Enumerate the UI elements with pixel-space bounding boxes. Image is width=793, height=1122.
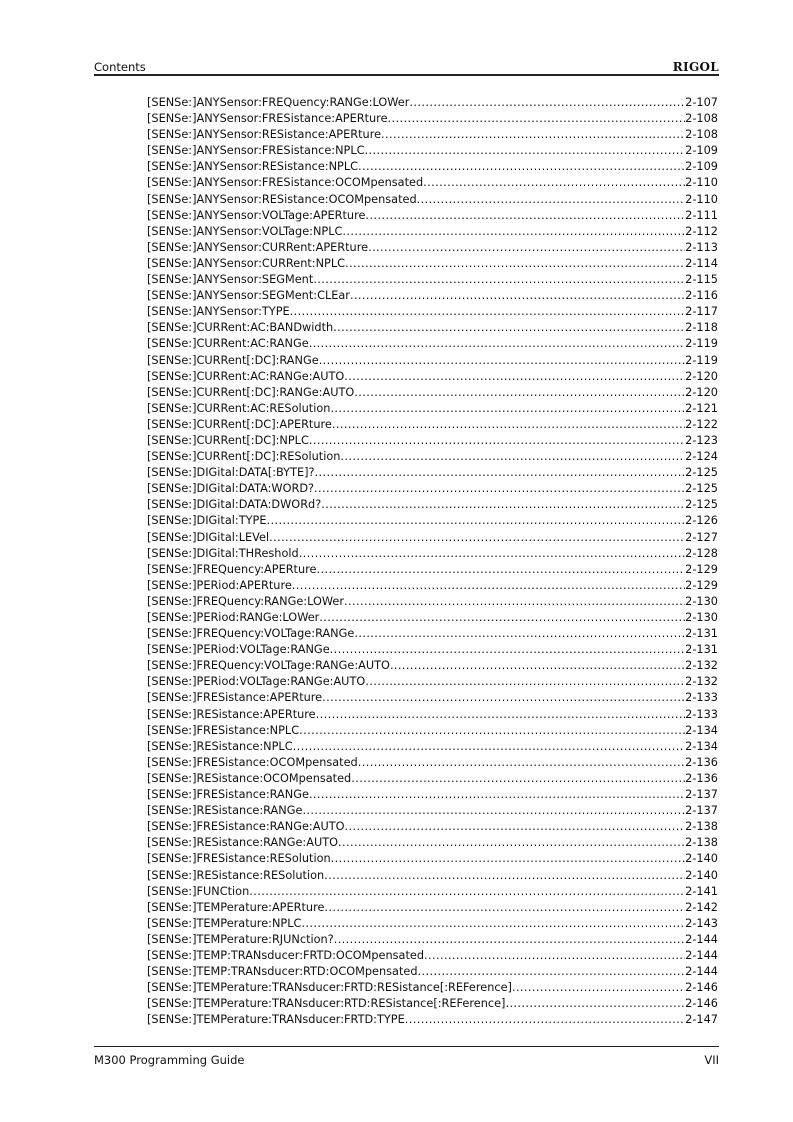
toc-entry-title: [SENSe:]PERiod:VOLTage:RANGe	[147, 643, 330, 657]
toc-dot-leader	[512, 980, 685, 996]
toc-entry-title: [SENSe:]PERiod:APERture	[147, 578, 292, 592]
toc-dot-leader	[368, 240, 685, 256]
toc-dot-leader	[333, 320, 685, 336]
toc-entry[interactable]	[147, 932, 718, 948]
toc-entry[interactable]	[147, 513, 718, 529]
toc-entry-page: 2-120	[685, 385, 718, 399]
toc-entry[interactable]	[147, 658, 718, 674]
toc-entry-page: 2-121	[685, 401, 718, 415]
toc-entry-title: [SENSe:]RESistance:RANGe	[147, 804, 303, 818]
toc-dot-leader	[301, 916, 685, 932]
toc-entry-title: [SENSe:]RESistance:OCOMpensated	[147, 771, 352, 785]
toc-entry-page: 2-133	[685, 691, 718, 705]
toc-entry[interactable]	[147, 690, 718, 706]
toc-entry[interactable]	[147, 1012, 718, 1028]
toc-entry-title: [SENSe:]TEMPerature:TRANsducer:FRTD:RESistance[:REFerence]	[147, 981, 512, 995]
toc-dot-leader	[309, 336, 685, 352]
toc-dot-leader	[409, 95, 685, 111]
toc-entry[interactable]	[147, 755, 718, 771]
toc-dot-leader	[315, 465, 686, 481]
toc-entry[interactable]	[147, 143, 718, 159]
toc-entry-page: 2-119	[685, 337, 718, 351]
toc-entry[interactable]	[147, 353, 718, 369]
toc-entry[interactable]	[147, 964, 718, 980]
toc-entry-title: [SENSe:]ANYSensor:SEGMent:CLEar	[147, 289, 350, 303]
toc-entry-page: 2-132	[685, 659, 718, 673]
toc-dot-leader	[338, 835, 685, 851]
toc-entry[interactable]	[147, 433, 718, 449]
toc-entry-title: [SENSe:]TEMP:TRANsducer:RTD:OCOMpensated	[147, 965, 418, 979]
toc-dot-leader	[309, 433, 685, 449]
toc-entry-page: 2-136	[685, 771, 718, 785]
toc-entry-title: [SENSe:]CURRent[:DC]:RANGe	[147, 353, 319, 367]
toc-dot-leader	[317, 562, 686, 578]
toc-entry-title: [SENSe:]FRESistance:RANGe	[147, 788, 309, 802]
toc-entry-page: 2-110	[685, 192, 718, 206]
toc-dot-leader	[405, 1012, 685, 1028]
toc-entry-page: 2-125	[685, 498, 718, 512]
toc-entry-page: 2-125	[685, 482, 718, 496]
toc-dot-leader	[350, 288, 685, 304]
toc-entry-title: [SENSe:]CURRent[:DC]:APERture	[147, 417, 332, 431]
toc-entry[interactable]	[147, 159, 718, 175]
toc-entry[interactable]	[147, 272, 718, 288]
toc-entry-title: [SENSe:]ANYSensor:VOLTage:NPLC	[147, 224, 343, 238]
toc-entry-page: 2-140	[685, 868, 718, 882]
toc-entry-title: [SENSe:]RESistance:APERture	[147, 707, 316, 721]
toc-entry-page: 2-108	[685, 112, 718, 126]
toc-entry-title: [SENSe:]FRESistance:NPLC	[147, 723, 300, 737]
toc-dot-leader	[505, 996, 685, 1012]
toc-dot-leader	[344, 594, 685, 610]
toc-entry[interactable]	[147, 948, 718, 964]
toc-dot-leader	[342, 224, 685, 240]
toc-dot-leader	[319, 353, 685, 369]
toc-dot-leader	[269, 530, 685, 546]
toc-entry-page: 2-133	[685, 707, 718, 721]
toc-dot-leader	[302, 803, 685, 819]
toc-dot-leader	[324, 868, 685, 884]
toc-entry[interactable]	[147, 707, 718, 723]
toc-entry[interactable]	[147, 723, 718, 739]
page-footer	[94, 1046, 719, 1067]
toc-entry-title: [SENSe:]FRESistance:RESolution	[147, 852, 331, 866]
toc-entry[interactable]	[147, 819, 718, 835]
toc-entry[interactable]	[147, 771, 718, 787]
toc-entry[interactable]	[147, 626, 718, 642]
toc-entry-title: [SENSe:]FRESistance:OCOMpensated	[147, 755, 358, 769]
toc-entry-title: [SENSe:]ANYSensor:SEGMent	[147, 273, 314, 287]
toc-entry[interactable]	[147, 256, 718, 272]
toc-dot-leader	[319, 610, 685, 626]
toc-entry-page: 2-122	[685, 417, 718, 431]
toc-entry-page: 2-138	[685, 820, 718, 834]
toc-entry-page: 2-130	[685, 611, 718, 624]
toc-entry-page: 2-115	[685, 273, 718, 287]
toc-entry[interactable]	[147, 803, 718, 819]
toc-entry-title: [SENSe:]DIGital:TYPE	[147, 514, 267, 528]
toc-entry-page: 2-136	[685, 755, 718, 769]
toc-entry-title: [SENSe:]FREQuency:VOLTage:RANGe:AUTO	[147, 659, 390, 673]
toc-entry[interactable]	[147, 481, 718, 497]
toc-entry[interactable]	[147, 288, 718, 304]
toc-entry[interactable]	[147, 192, 718, 208]
toc-entry-page: 2-107	[685, 96, 718, 109]
toc-entry-title: [SENSe:]RESistance:NPLC	[147, 739, 293, 753]
toc-dot-leader	[330, 642, 686, 658]
toc-entry[interactable]	[147, 739, 718, 755]
toc-entry[interactable]	[147, 980, 718, 996]
toc-entry-page: 2-111	[685, 208, 718, 222]
toc-entry-title: [SENSe:]DIGital:DATA:WORD?	[147, 482, 315, 496]
toc-entry-page: 2-144	[685, 948, 718, 962]
toc-entry[interactable]	[147, 530, 718, 546]
toc-entry[interactable]	[147, 546, 718, 562]
toc-dot-leader	[344, 369, 685, 385]
toc-entry-page: 2-142	[685, 900, 718, 914]
toc-entry[interactable]	[147, 320, 718, 336]
toc-entry[interactable]	[147, 369, 718, 385]
toc-entry-page: 2-146	[685, 997, 718, 1011]
toc-dot-leader	[417, 192, 686, 208]
toc-entry-title: [SENSe:]FREQuency:APERture	[147, 562, 317, 576]
toc-dot-leader	[330, 401, 685, 417]
toc-dot-leader	[332, 417, 685, 433]
toc-entry-page: 2-129	[685, 578, 718, 592]
toc-dot-leader	[292, 578, 685, 594]
toc-entry-title: [SENSe:]DIGital:DATA[:BYTE]?	[147, 466, 315, 480]
toc-entry[interactable]	[147, 835, 718, 851]
toc-dot-leader	[424, 948, 685, 964]
brand-logo: RIGOL	[672, 60, 719, 74]
toc-entry-page: 2-118	[685, 321, 718, 335]
toc-entry-page: 2-114	[685, 256, 718, 270]
toc-dot-leader	[314, 481, 685, 497]
toc-entry-title: [SENSe:]ANYSensor:FRESistance:OCOMpensated	[147, 176, 424, 190]
toc-entry[interactable]	[147, 900, 718, 916]
toc-entry-title: [SENSe:]PERiod:RANGe:LOWer	[147, 611, 320, 624]
toc-dot-leader	[324, 900, 685, 916]
toc-entry-page: 2-113	[685, 240, 718, 254]
toc-entry-title: [SENSe:]RESistance:RANGe:AUTO	[147, 836, 339, 850]
toc-entry-page: 2-131	[685, 627, 718, 641]
toc-entry[interactable]	[147, 787, 718, 803]
toc-entry-title: [SENSe:]FUNCtion	[147, 884, 250, 898]
toc-entry-page: 2-108	[685, 128, 718, 142]
toc-entry-title: [SENSe:]ANYSensor:RESistance:APERture	[147, 128, 382, 142]
toc-entry-title: [SENSe:]FRESistance:RANGe:AUTO	[147, 820, 345, 834]
toc-entry-title: [SENSe:]TEMPerature:RJUNction?	[147, 932, 334, 946]
toc-entry-page: 2-129	[685, 562, 718, 576]
toc-entry[interactable]	[147, 851, 718, 867]
toc-entry[interactable]	[147, 497, 718, 513]
toc-entry-title: [SENSe:]CURRent:AC:RANGe	[147, 337, 309, 351]
toc-entry[interactable]	[147, 224, 718, 240]
toc-entry-title: [SENSe:]CURRent[:DC]:NPLC	[147, 433, 309, 447]
toc-entry-title: [SENSe:]CURRent[:DC]:RANGe:AUTO	[147, 385, 355, 399]
toc-dot-leader	[354, 626, 685, 642]
toc-dot-leader	[313, 272, 685, 288]
toc-entry-title: [SENSe:]CURRent:AC:BANDwidth	[147, 321, 334, 335]
toc-entry-page: 2-140	[685, 852, 718, 866]
toc-entry-title: [SENSe:]ANYSensor:VOLTage:APERture	[147, 208, 366, 222]
toc-entry[interactable]	[147, 578, 718, 594]
toc-entry[interactable]	[147, 996, 718, 1012]
toc-entry-page: 2-120	[685, 369, 718, 383]
toc-dot-leader	[293, 739, 686, 755]
toc-entry[interactable]	[147, 642, 718, 658]
toc-dot-leader	[358, 159, 685, 175]
toc-entry[interactable]	[147, 884, 718, 900]
toc-dot-leader	[388, 111, 686, 127]
toc-entry-page: 2-144	[685, 965, 718, 979]
toc-entry[interactable]	[147, 336, 718, 352]
toc-entry-title: [SENSe:]TEMPerature:APERture	[147, 900, 325, 914]
toc-entry-page: 2-116	[685, 289, 718, 303]
toc-entry-page: 2-110	[685, 176, 718, 190]
toc-dot-leader	[331, 851, 686, 867]
toc-entry[interactable]	[147, 610, 718, 626]
toc-entry[interactable]	[147, 208, 718, 224]
toc-entry-page: 2-131	[685, 643, 718, 657]
toc-entry-title: [SENSe:]FRESistance:APERture	[147, 691, 323, 705]
toc-entry[interactable]	[147, 111, 718, 127]
toc-entry[interactable]	[147, 594, 718, 610]
toc-dot-leader	[266, 513, 685, 529]
toc-dot-leader	[354, 385, 685, 401]
toc-entry-page: 2-137	[685, 788, 718, 802]
toc-dot-leader	[309, 787, 685, 803]
toc-entry-page: 2-134	[685, 739, 718, 753]
toc-entry-title: [SENSe:]ANYSensor:FREQuency:RANGe:LOWer	[147, 96, 410, 109]
toc-dot-leader	[322, 690, 685, 706]
toc-entry-title: [SENSe:]FREQuency:RANGe:LOWer	[147, 594, 344, 608]
toc-entry[interactable]	[147, 401, 718, 417]
toc-entry-page: 2-134	[685, 723, 718, 737]
toc-entry-page: 2-147	[685, 1013, 718, 1027]
toc-dot-leader	[423, 175, 685, 191]
toc-entry-page: 2-132	[685, 675, 718, 689]
toc-entry-title: [SENSe:]DIGital:THReshold	[147, 546, 299, 560]
toc-dot-leader	[299, 723, 685, 739]
toc-entry[interactable]	[147, 95, 718, 111]
toc-dot-leader	[365, 143, 686, 159]
toc-entry-title: [SENSe:]TEMPerature:TRANsducer:RTD:RESistance[:REFerence]	[147, 997, 506, 1011]
toc-dot-leader	[381, 127, 685, 143]
toc-entry-page: 2-109	[685, 160, 718, 174]
toc-entry-title: [SENSe:]ANYSensor:TYPE	[147, 305, 290, 319]
toc-entry-title: [SENSe:]ANYSensor:FRESistance:APERture	[147, 112, 388, 126]
toc-entry-title: [SENSe:]ANYSensor:CURRent:NPLC	[147, 256, 346, 270]
toc-entry[interactable]	[147, 127, 718, 143]
toc-entry-page: 2-109	[685, 144, 718, 158]
toc-entry-page: 2-119	[685, 353, 718, 367]
toc-dot-leader	[365, 674, 685, 690]
toc-list	[147, 95, 718, 1028]
toc-entry-title: [SENSe:]DIGital:LEVel	[147, 530, 270, 544]
toc-entry-page: 2-112	[685, 224, 718, 238]
toc-entry-title: [SENSe:]PERiod:VOLTage:RANGe:AUTO	[147, 675, 366, 689]
toc-dot-leader	[316, 707, 686, 723]
toc-entry-title: [SENSe:]ANYSensor:RESistance:NPLC	[147, 160, 359, 174]
toc-entry-title: [SENSe:]TEMPerature:TRANsducer:FRTD:TYPE	[147, 1013, 405, 1027]
toc-entry-page: 2-143	[685, 916, 718, 930]
toc-entry-title: [SENSe:]ANYSensor:CURRent:APERture	[147, 240, 369, 254]
toc-entry-page: 2-124	[685, 450, 718, 464]
toc-entry-page: 2-128	[685, 546, 718, 560]
toc-entry[interactable]	[147, 175, 718, 191]
toc-entry-title: [SENSe:]CURRent[:DC]:RESolution	[147, 450, 341, 464]
toc-dot-leader	[249, 884, 685, 900]
toc-entry[interactable]	[147, 562, 718, 578]
toc-entry[interactable]	[147, 916, 718, 932]
toc-dot-leader	[290, 304, 686, 320]
toc-entry-page: 2-146	[685, 981, 718, 995]
toc-dot-leader	[340, 449, 685, 465]
header-section-title: Contents	[94, 60, 146, 74]
toc-entry-page: 2-125	[685, 466, 718, 480]
toc-entry-title: [SENSe:]DIGital:DATA:DWORd?	[147, 498, 322, 512]
toc-entry[interactable]	[147, 674, 718, 690]
page-header	[94, 56, 719, 76]
toc-entry[interactable]	[147, 385, 718, 401]
toc-entry-title: [SENSe:]ANYSensor:RESistance:OCOMpensated	[147, 192, 417, 206]
toc-dot-leader	[334, 932, 685, 948]
toc-dot-leader	[345, 256, 685, 272]
toc-entry-title: [SENSe:]TEMPerature:NPLC	[147, 916, 302, 930]
toc-entry-page: 2-137	[685, 804, 718, 818]
toc-dot-leader	[351, 771, 685, 787]
toc-entry-page: 2-141	[685, 884, 718, 898]
toc-entry[interactable]	[147, 449, 718, 465]
toc-entry-page: 2-138	[685, 836, 718, 850]
toc-entry-title: [SENSe:]TEMP:TRANsducer:FRTD:OCOMpensated	[147, 948, 424, 962]
toc-entry[interactable]	[147, 465, 718, 481]
toc-entry-title: [SENSe:]FREQuency:VOLTage:RANGe	[147, 627, 355, 641]
toc-entry-title: [SENSe:]CURRent:AC:RESolution	[147, 401, 331, 415]
toc-dot-leader	[358, 755, 685, 771]
toc-dot-leader	[390, 658, 685, 674]
toc-entry-title: [SENSe:]CURRent:AC:RANGe:AUTO	[147, 369, 345, 383]
toc-entry-page: 2-144	[685, 932, 718, 946]
toc-entry-page: 2-127	[685, 530, 718, 544]
toc-dot-leader	[418, 964, 686, 980]
toc-dot-leader	[345, 819, 686, 835]
toc-entry[interactable]	[147, 868, 718, 884]
toc-entry[interactable]	[147, 417, 718, 433]
toc-entry-page: 2-126	[685, 514, 718, 528]
toc-dot-leader	[321, 497, 685, 513]
toc-entry[interactable]	[147, 240, 718, 256]
toc-entry-page: 2-123	[685, 433, 718, 447]
toc-dot-leader	[299, 546, 685, 562]
toc-entry[interactable]	[147, 304, 718, 320]
footer-page-number: VII	[704, 1053, 719, 1067]
toc-entry-title: [SENSe:]RESistance:RESolution	[147, 868, 325, 882]
toc-entry-title: [SENSe:]ANYSensor:FRESistance:NPLC	[147, 144, 365, 158]
footer-document-title: M300 Programming Guide	[94, 1053, 245, 1067]
toc-entry-page: 2-117	[685, 305, 718, 319]
toc-dot-leader	[365, 208, 685, 224]
toc-entry-page: 2-130	[685, 594, 718, 608]
